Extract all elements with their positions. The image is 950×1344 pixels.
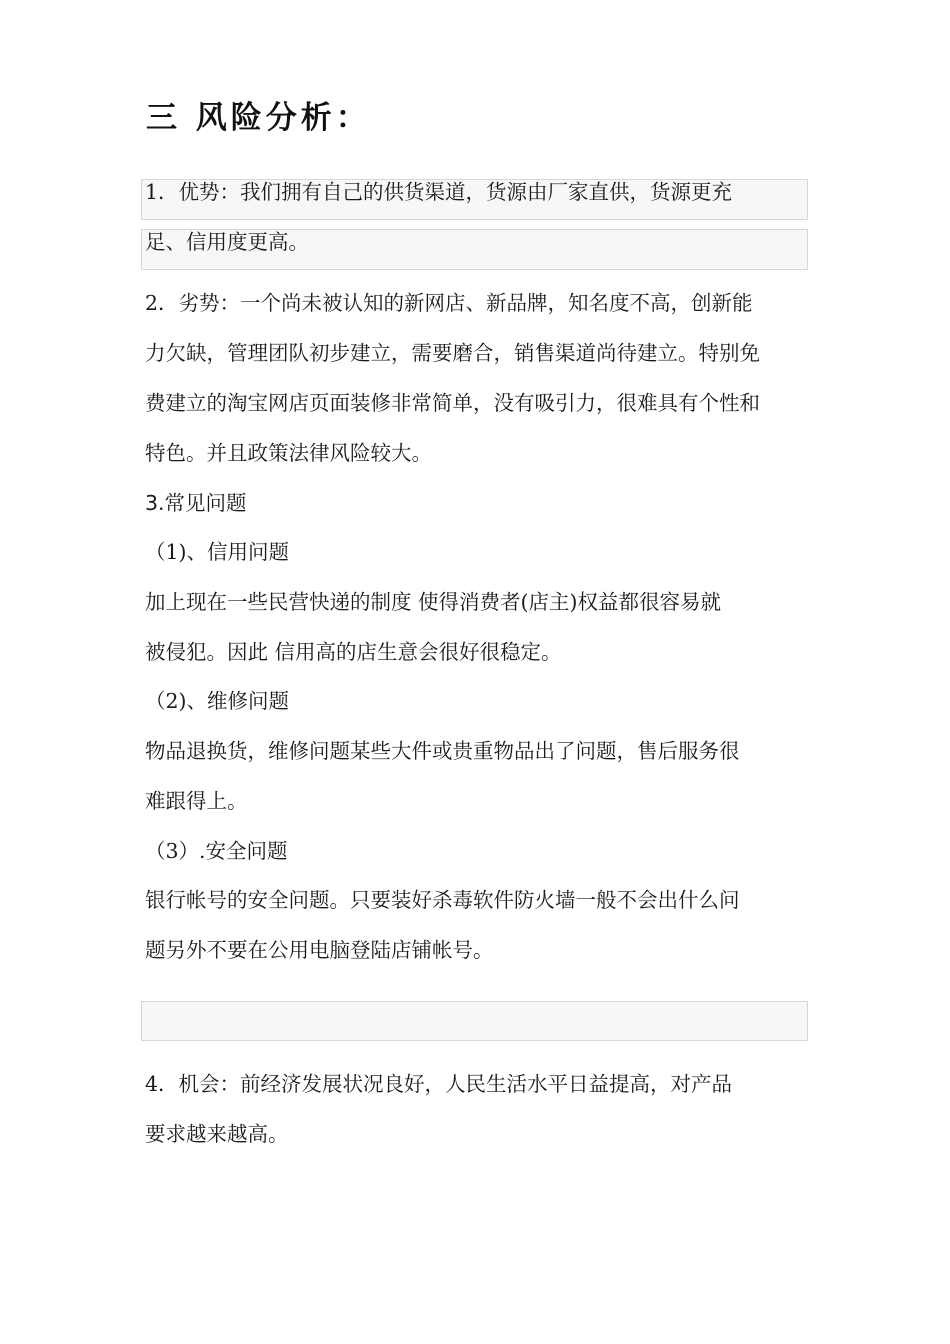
paragraph-line: 银行帐号的安全问题。只要装好杀毒软件防火墙一般不会出什么问 <box>145 888 740 912</box>
paragraph-line: 1．优势：我们拥有自己的供货渠道，货源由厂家直供，货源更充 <box>145 180 733 204</box>
paragraph-line: 2．劣势：一个尚未被认知的新网店、新品牌，知名度不高，创新能 <box>145 291 753 315</box>
paragraph-line: 足、信用度更高。 <box>145 230 309 254</box>
section-heading: 三 风险分析： <box>146 100 371 136</box>
paragraph-line: 4．机会：前经济发展状况良好，人民生活水平日益提高，对产品 <box>145 1072 733 1096</box>
paragraph-line: 加上现在一些民营快递的制度 使得消费者(店主)权益都很容易就 <box>145 590 722 614</box>
subsection-title: （1)、信用问题 <box>145 540 290 564</box>
paragraph-line: 费建立的淘宝网店页面装修非常简单，没有吸引力，很难具有个性和 <box>145 391 760 415</box>
paragraph-line: 特色。并且政策法律风险较大。 <box>145 441 432 465</box>
paragraph-line: 题另外不要在公用电脑登陆店铺帐号。 <box>145 938 494 962</box>
paragraph-line: 被侵犯。因此 信用高的店生意会很好很稳定。 <box>145 640 562 664</box>
paragraph-line: 要求越来越高。 <box>145 1122 289 1146</box>
subsection-title: （3）.安全问题 <box>145 839 288 863</box>
highlight-box <box>141 1001 808 1041</box>
subsection-title: 3.常见问题 <box>145 491 247 515</box>
subsection-title: （2)、维修问题 <box>145 689 290 713</box>
paragraph-line: 难跟得上。 <box>145 789 248 813</box>
paragraph-line: 力欠缺，管理团队初步建立，需要磨合，销售渠道尚待建立。特别免 <box>145 341 760 365</box>
paragraph-line: 物品退换货，维修问题某些大件或贵重物品出了问题，售后服务很 <box>145 739 740 763</box>
